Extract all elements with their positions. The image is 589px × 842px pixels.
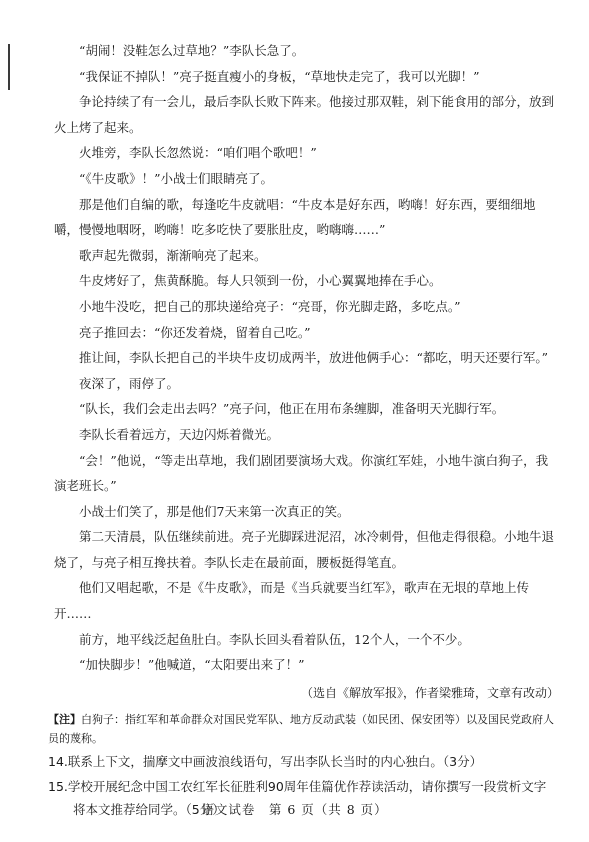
question-text-continuation: 将本文推荐给同学。（5分） <box>73 801 225 817</box>
story-paragraph: 他们又唱起歌，不是《牛皮歌》，而是《当兵就要当红军》，歌声在无垠的草地上传开…… <box>54 580 530 622</box>
footnote-tag: 【注】 <box>48 712 81 726</box>
story-paragraph: “会！”他说，“等走出草地，我们剧团要演场大戏。你演红军娃，小地牛演白狗子，我演老班长。” <box>54 452 549 494</box>
question-14 <box>48 750 560 773</box>
page-footer: 语文试卷 第 6 页（共 8 页） <box>201 802 388 817</box>
story-paragraph: “我保证不掉队！”亮子挺直瘦小的身板，“草地快走完了，我可以光脚！” <box>79 68 480 84</box>
story-paragraph: “胡闹！没鞋怎么过草地？”李队长急了。 <box>79 43 305 58</box>
story-paragraph: “《牛皮歌》！”小战士们眼睛亮了。 <box>79 170 274 186</box>
story-paragraph: 夜深了，雨停了。 <box>79 375 180 391</box>
story-paragraph: 李队长看着远方，天边闪烁着微光。 <box>79 426 280 442</box>
story-paragraph: 推让间，李队长把自己的半块牛皮切成两半，放进他俩手心：“都吃，明天还要行军。” <box>79 350 549 366</box>
story-paragraph: “加快脚步！”他喊道，“太阳要出来了！” <box>79 657 305 673</box>
question-number: 14. <box>48 753 68 769</box>
footnote-text: 白狗子：指红军和革命群众对国民党军队、地方反动武装（如民团、保安团等）以及国民党政府人员的蔑称。 <box>48 712 554 745</box>
story-paragraph: 第二天清晨，队伍继续前进。亮子光脚踩进泥沼，冰冷刺骨，但他走得很稳。小地牛退烧了，与亮子相互搀扶着。李队长走在最前面，腰板挺得笔直。 <box>54 529 555 570</box>
question-number: 15. <box>48 778 68 794</box>
story-paragraph: 那是他们自编的歌，每逢吃牛皮就唱：“牛皮本是好东西，哟嗨！好东西，要细细地嚼，慢慢地咽呀，哟嗨！吃多吃快了要胀肚皮，哟嗨嗨……” <box>54 196 536 238</box>
story-body <box>54 38 559 678</box>
story-paragraph: 小地牛没吃，把自己的那块递给亮子：“亮哥，你光脚走路，多吃点。” <box>79 298 461 314</box>
story-paragraph: 火堆旁，李队长忽然说：“咱们唱个歌吧！” <box>79 145 317 161</box>
story-paragraph: 前方，地平线泛起鱼肚白。李队长回头看着队伍，12个人，一个不少。 <box>79 631 470 647</box>
footnote <box>48 710 560 748</box>
binding-edge-mark <box>8 44 10 90</box>
story-paragraph: 小战士们笑了，那是他们7天来第一次真正的笑。 <box>79 503 350 519</box>
question-text: 学校开展纪念中国工农红军长征胜利90周年佳篇优作荐读活动，请你撰写一段赏析文字 <box>67 778 547 794</box>
story-paragraph: 争论持续了有一会儿，最后李队长败下阵来。他接过那双鞋，剁下能食用的部分，放到火上烤了起来。 <box>54 94 555 135</box>
story-source: （选自《解放军报》，作者梁雅琦，文章有改动） <box>300 685 559 700</box>
story-paragraph: “队长，我们会走出去吗？”亮子问，他正在用布条缠脚，准备明天光脚行军。 <box>79 401 505 417</box>
exam-page <box>48 38 559 821</box>
question-text: 联系上下文，揣摩文中画波浪线语句，写出李队长当时的内心独白。（3分） <box>67 753 483 769</box>
story-paragraph: 亮子推回去：“你还发着烧，留着自己吃。” <box>79 324 311 340</box>
story-paragraph: 歌声起先微弱，渐渐响亮了起来。 <box>79 247 267 263</box>
story-paragraph: 牛皮烤好了，焦黄酥脆。每人只领到一份，小心翼翼地捧在手心。 <box>79 273 442 289</box>
